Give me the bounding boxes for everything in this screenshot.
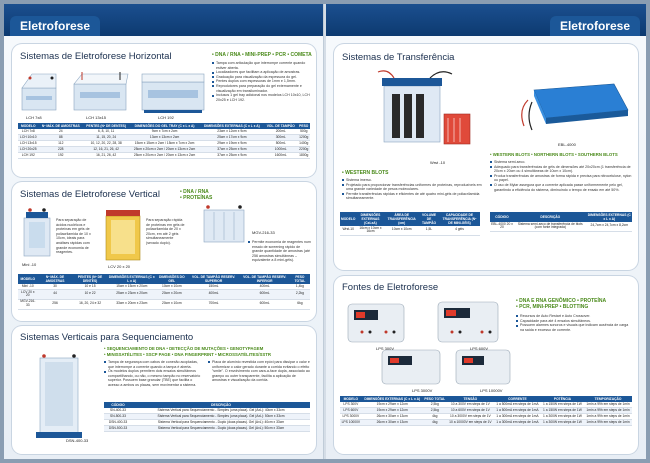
table-row: [18, 152, 310, 158]
ebl-table-body: [490, 222, 632, 231]
table-header-cell: VOLUME DE TAMPÃO: [419, 212, 439, 226]
table-header-cell: DESCRIÇÃO: [514, 212, 587, 222]
table-cell: 9cm x 7cm x 2cm: [129, 129, 199, 134]
table-cell: 30: [38, 284, 73, 289]
table-header-cell: DIMENSÕES EXTERNAS (C x L x A): [587, 213, 631, 221]
sequencing-section-card: [12, 326, 316, 454]
horizontal-bullets: [212, 61, 312, 102]
table-cell: 44: [38, 289, 73, 299]
power-table-body: [340, 402, 632, 425]
table-cell: 1400g: [299, 140, 309, 145]
lps-10000v-unit-icon: [456, 350, 510, 384]
table-cell: 10 e 15: [73, 284, 108, 289]
table-header-row: [490, 212, 632, 222]
transfer-section-card: [334, 44, 638, 270]
table-header-cell: MODELO: [18, 274, 38, 284]
lcv-20x20-description: [146, 218, 186, 246]
mgv-216-33-illustration: [200, 202, 248, 246]
table-cell: LCH 192: [18, 152, 39, 158]
table-cell: 24,7cm x 24,7cm x 8,2cm: [587, 222, 632, 231]
table-header-row: [340, 212, 480, 226]
right-header-bar: [326, 4, 646, 36]
bullet: Projetado para proporcionar transferências uniformes de proteínas, reproduzíveis em uma grande variedade de pesos moleculares.: [342, 183, 482, 192]
table-cell: 12, 16, 21, 26, 42: [83, 146, 129, 152]
table-cell: LCH 20x25: [18, 146, 39, 152]
table-header-cell: PENTES (Nº DE DENTES): [73, 274, 108, 284]
table-header-cell: ÁREA DE TRANSFERÊNCIA (cm): [384, 212, 419, 226]
vertical-bullet-head: • DNA / RNA • PROTEÍNAS: [180, 189, 213, 201]
transfer-bullets-left: [342, 178, 482, 201]
table-cell: 600mL: [240, 289, 290, 299]
table-cell: 29cm x 19cm x 9cm: [200, 140, 264, 146]
product-label: DSN-400-33: [66, 438, 89, 443]
bullet: Recursos de Auto Restart e Auto Crossover.: [516, 314, 632, 319]
product-label: LPS 3000V: [412, 388, 433, 393]
table-header-cell: VOL. DE TAMPÃO RESERV. INFERIOR: [240, 274, 290, 284]
table-cell: 10cm x 10cm: [156, 284, 188, 289]
power-spec-table: [340, 396, 632, 426]
description-text: Para separação de ácidos nucléicos e proteínas em géis de poliacrilamida de 10 x 10cm, ideais para análises rápidas com grande economia de reagentes.: [56, 218, 91, 255]
table-cell: 1000mL: [264, 146, 298, 152]
table-cell: 1 a 150W em steps de 1W: [541, 402, 584, 407]
table-cell: 25cm x 20cm x 2cm / 20cm x 13cm x 2cm: [129, 152, 199, 158]
table-cell: MGV-216-33: [18, 299, 38, 309]
horizontal-products-illustration: [18, 66, 208, 124]
table-cell: 16, 20, 24 e 32: [73, 299, 108, 309]
table-cell: 1min a 99h em steps de 1min: [584, 419, 632, 425]
table-cell: 26cm x 30cm x 13cm: [362, 413, 423, 419]
product-label: LCV 20 x 20: [108, 264, 131, 269]
table-cell: 2,5kg: [423, 402, 447, 407]
table-cell: 6kg: [290, 299, 310, 309]
ebl-spec-table: [490, 212, 632, 232]
power-bullets: [516, 314, 632, 332]
table-cell: 400mL: [240, 284, 290, 289]
power-supply-section-card: [334, 276, 638, 454]
bullet: Possuem alarmes sonoros e visuais que indicam ausência de carga na saída e excesso de corrente.: [516, 323, 632, 332]
horizontal-section-title: Sistemas de Eletroforese Horizontal: [20, 51, 172, 62]
table-cell: 37cm x 25cm x 9cm: [200, 152, 264, 158]
dsn-400-33-illustration: [32, 352, 89, 443]
table-cell: LCH 13x15: [18, 140, 39, 146]
table-cell: 37cm x 25cm x 9cm: [200, 146, 264, 152]
bullet: Tampa com articulação que interrompe corrente quando estiver aberta.: [212, 61, 312, 70]
table-row: [490, 222, 632, 231]
table-cell: 1200g: [299, 134, 309, 139]
table-header-cell: Nº MÁX. DE AMOSTRAS: [38, 274, 73, 284]
vertical-section-card: [12, 182, 316, 321]
table-row: [340, 419, 632, 425]
product-label: LPS 300V: [376, 346, 395, 351]
lch-192-unit-icon: [142, 74, 204, 113]
table-cell: 10cm x 10cm: [384, 226, 419, 235]
table-cell: LCV 20 x 20: [18, 289, 38, 299]
table-cell: 1600mL: [264, 152, 298, 158]
table-cell: Sistema semi-seco de transferência de blots (com fonte integrada): [514, 222, 587, 231]
power-bullet-head: • DNA E RNA GENÔMICO • PROTEÍNA • PCR, MINI-PREP • BLOTTING: [516, 298, 607, 310]
wrst-spec-table: [340, 212, 480, 236]
table-cell: 19cm x 29cm x 12cm: [362, 407, 423, 413]
bullet: O uso de Mylar assegura que a corrente aplicada passe uniformemente pelo gel, garantindo a eficiência do sistema, diminuindo o tempo de ensaio em até 50%.: [490, 183, 632, 192]
table-header-cell: CAPACIDADE DE TRANSFERÊNCIA (Nº DE MINI-GÉIS): [439, 212, 480, 226]
table-cell: 1 a 300W em steps de 1W: [541, 419, 584, 425]
transfer-section-title: Sistemas de Transferência: [342, 52, 455, 63]
bullet: Sistema semi-seco.: [490, 160, 632, 165]
lps-3000v-unit-icon: [382, 350, 440, 384]
table-cell: LPS 300V: [340, 402, 362, 407]
table-cell: 1min a 99h em steps de 1min: [584, 407, 632, 413]
table-cell: 15cm x 15cm x 2cm / 15cm x 7cm x 2cm: [129, 140, 199, 146]
table-cell: 10 a 600V em steps de 1V: [447, 407, 494, 413]
table-cell: 256: [38, 299, 73, 309]
table-cell: 2200g: [299, 146, 309, 151]
product-label: LPS 10000V: [480, 388, 503, 393]
mgv-description: [248, 240, 312, 263]
table-cell: 1,5L: [419, 226, 439, 235]
table-header-cell: VOL. DE TAMPÃO: [264, 123, 298, 129]
table-header-cell: CÓDIGO: [490, 212, 514, 222]
table-cell: Sistema Vertical para Sequenciamento - Simples (uma placa). Gel (AxL): 50cm x 33cm: [132, 413, 310, 419]
table-header-cell: DIMENSÕES DO GEL TRAY (C x L x A): [129, 123, 199, 129]
table-cell: 200mL: [264, 129, 298, 134]
table-cell: Sistema Vertical para Sequenciamento - Duplo (duas placas). Gel (AxL): 40cm x 33cm: [132, 419, 310, 425]
lcv-20x20-illustration: [102, 202, 144, 264]
table-cell: 6, 8, 10, 11: [83, 129, 129, 134]
bullet: Graduação para visualização da espessura do gel.: [212, 75, 312, 80]
table-header-cell: DIMENSÕES DO GEL: [156, 274, 188, 284]
wrst-table-body: [340, 226, 480, 235]
transfer-bullet-head-right: • WESTERN BLOTS • NORTHERN BLOTS • SOUTHERN BLOTS: [490, 152, 618, 157]
table-cell: LPS 3000V: [340, 413, 362, 419]
bullet: Tampa de segurança com cabos de conexão acopladas, que interrompe a corrente quando a tampa é aberta.: [104, 360, 204, 369]
sequencing-section-title: Sistemas Verticais para Sequenciamento: [20, 332, 194, 343]
table-cell: 1min a 99h em steps de 1min: [584, 402, 632, 407]
table-cell: EBL-4000 20 x 20: [491, 221, 513, 230]
table-cell: 16, 21, 26, 42: [83, 152, 129, 158]
product-label: Mini -10: [22, 262, 37, 267]
sequencing-bullets-b: [208, 360, 310, 383]
table-cell: 2,2kg: [290, 289, 310, 299]
table-cell: 13cm x 13cm x 2cm: [129, 134, 199, 140]
bullet: Localizadores que facilitam a aplicação de amostras.: [212, 70, 312, 75]
table-cell: 700mL: [188, 299, 240, 309]
sequencing-code-table: [104, 402, 310, 432]
power-supply-section-title: Fontes de Eletroforese: [342, 282, 439, 293]
table-cell: 1,4kg: [290, 284, 310, 289]
ebl-4000-illustration: [518, 70, 630, 140]
table-cell: 228: [39, 146, 83, 152]
table-cell: 23cm x 12cm x 9cm: [200, 129, 264, 134]
product-label: LPS 600V: [470, 346, 489, 351]
table-cell: 300mL: [264, 134, 298, 140]
table-cell: 88: [39, 134, 83, 140]
lch-13x15-unit-icon: [74, 72, 128, 110]
table-cell: 4 géis: [439, 226, 480, 235]
horizontal-bullet-head: • DNA / RNA • MINI-PREP • PCR • COMETA: [212, 52, 312, 58]
table-header-cell: TENSÃO: [447, 396, 494, 402]
table-row: [18, 289, 310, 299]
sequencing-table-body: [104, 408, 310, 431]
mini-10-illustration: [20, 206, 54, 260]
table-cell: 25cm x 17cm x 9cm: [200, 134, 264, 140]
table-cell: 4kg: [423, 419, 447, 425]
lch-7x8-unit-icon: [22, 74, 56, 110]
horizontal-table-body: [18, 129, 310, 158]
table-header-cell: PESO TOTAL: [424, 397, 446, 401]
table-header-cell: CORRENTE: [494, 396, 541, 402]
bullet: Os modelos duplos permitem dois ensaios simultâneos compartilhando, ou não, o mesmo tampão no reservatório superior. Possuem base granular (TBE) que facilita o acesso a ambos os placas, sem movimentar a sistema.: [104, 369, 204, 387]
table-cell: LCH 10x10: [18, 134, 39, 140]
table-cell: 2,5kg: [423, 407, 447, 413]
table-cell: 1 a 500mA em steps de 1mA: [494, 402, 541, 407]
left-header-tab: Eletroforese: [10, 16, 100, 36]
vertical-section-title: Sistemas de Eletroforese Vertical: [20, 189, 160, 200]
table-cell: DSN-400-33: [104, 419, 132, 425]
table-cell: 33cm x 20cm x 23cm: [108, 299, 156, 309]
product-label: LCH 13x15: [86, 115, 107, 120]
table-cell: 10 e 22: [73, 289, 108, 299]
table-header-row: [18, 274, 310, 284]
bullet: Capacidade para até 4 ensaios simultâneos.: [516, 319, 632, 324]
bullet: Inclusos 1 gel tray adicional nos modelos LCH 10x10, LCH 20x25 e LCH 192.: [212, 93, 312, 102]
table-cell: Wrst-10: [340, 226, 356, 235]
table-header-cell: DIMENSÕES EXTERNAS (C x L x A): [362, 396, 423, 402]
table-cell: 26cm x 30cm x 13cm: [362, 419, 423, 425]
bullet: Reprodutores para preparação do gel externamente e visualização em transiluminador.: [212, 84, 312, 93]
left-page: [4, 4, 324, 459]
table-header-cell: TEMPORIZAÇÃO: [584, 396, 632, 402]
table-header-cell: Nº MÁX. DE AMOSTRAS: [39, 123, 83, 129]
table-cell: DSN-500-33: [104, 425, 132, 431]
table-header-cell: VOL. DE TAMPÃO RESERV. SUPERIOR: [188, 274, 240, 284]
bullet: Produz transferências de amostras de forma rápida e precisa para nitrocelulose, nylon ou papel.: [490, 174, 632, 183]
table-header-cell: DESCRIÇÃO: [132, 402, 310, 408]
table-cell: 4kg: [423, 413, 447, 419]
brochure-spread: [4, 4, 646, 459]
table-cell: LCH 7x8: [18, 129, 39, 134]
bullet: Placa de alumínio revestida com epóxi para dissipar o calor e uniformizar o calor gerado durante a corrida evitando o efeito "smile". O envolvimento com cara-a-face dupla, associado ao grampo ou outer transparente, facilita a aplicação de amostras e visualização da corrida.: [208, 360, 310, 383]
table-cell: 500g: [298, 129, 310, 134]
table-cell: Sistema Vertical para Sequenciamento - Simples (uma placa). Gel (AxL): 40cm x 33cm: [132, 408, 310, 413]
table-cell: 15cm x 15cm x 20cm: [108, 284, 156, 289]
table-cell: 24: [39, 129, 83, 134]
bullet: Pentes duplos com espessuras de 1mm e 1,5mm.: [212, 79, 312, 84]
table-cell: LPS 600V: [340, 407, 362, 413]
table-header-cell: MODELO: [18, 123, 39, 129]
sequencing-bullet-head: • SEQUENCIAMENTO DE DNA • DETECÇÃO DE MUTAÇÕES • GENOTYPAGEM • MINISSATÉLITES • SSCP PAGE • DNA FINGERPRINT • MICROSSATÉLITES/SSTR: [104, 346, 271, 357]
bullet: Permite economia de reagentes num ensaio de screening rápido de grande quantidade de amostras (até 256 amostras simultâneas – equivalente a 8 mini-géis).: [248, 240, 312, 263]
transfer-bullets-right: [490, 160, 632, 192]
table-header-cell: PENTES (Nº DE DENTES): [83, 123, 129, 129]
table-header-cell: POTÊNCIA: [541, 396, 584, 402]
table-cell: SN-400-33: [104, 408, 132, 413]
table-header-cell: MODELO: [340, 396, 362, 402]
table-row: [340, 226, 480, 235]
table-cell: 10 a 300V em steps de 1V: [447, 402, 494, 407]
table-header-cell: PESO: [299, 124, 309, 128]
table-cell: Sistema Vertical para Sequenciamento - Duplo (duas placas). Gel (AxL): 50cm x 33cm: [132, 425, 310, 431]
table-cell: Mini -10: [18, 284, 38, 289]
table-cell: 112: [39, 140, 83, 146]
table-cell: 1 a 300W em steps de 1W: [541, 413, 584, 419]
table-cell: 500mL: [264, 140, 298, 146]
product-label: MGV-216-33: [252, 230, 275, 235]
horizontal-section-card: [12, 44, 316, 177]
table-header-cell: MODELO: [340, 212, 356, 226]
table-cell: 10, 12, 20, 22, 28, 38: [83, 140, 129, 146]
product-label: LCH 192: [158, 115, 174, 120]
table-cell: LPS 10000V: [341, 419, 361, 424]
table-header-cell: CÓDIGO: [104, 402, 132, 408]
table-header-cell: PESO TOTAL: [290, 274, 310, 284]
table-cell: 10 a 10000V em steps de 1V: [447, 419, 494, 425]
lps-600v-unit-icon: [438, 302, 498, 342]
table-cell: 10 a 3000V em steps de 1V: [447, 413, 494, 419]
table-header-cell: DIMENSÕES EXTERNAS (CxLxA): [356, 212, 384, 226]
table-row: [18, 299, 310, 309]
table-cell: 1 a 300mA em steps de 1mA: [494, 419, 541, 425]
power-supplies-illustration: [342, 298, 512, 390]
table-cell: 16cm x 10cm x 16cm: [356, 226, 384, 235]
table-header-cell: DIMENSÕES EXTERNAS (C x L x A): [108, 275, 155, 283]
table-cell: 150mL: [188, 284, 240, 289]
product-label: Wrst -10: [430, 160, 446, 165]
transfer-bullet-head-left: • WESTERN BLOTS: [342, 170, 389, 176]
sequencing-bullets-a: [104, 360, 204, 388]
bullet: Permite transferências rápidas e eficientes de até quatro mini-géis de poliacrilamida simultaneamente.: [342, 192, 482, 201]
mini-10-description: [56, 218, 96, 255]
table-cell: 1min a 99h em steps de 1min: [584, 413, 632, 419]
right-header-tab: Eletroforese: [550, 16, 640, 36]
table-row: [104, 425, 310, 431]
bullet: Sistema imerso.: [342, 178, 482, 183]
table-cell: 20cm x 20cm: [156, 289, 188, 299]
vertical-table-body: [18, 284, 310, 309]
wrst-10-illustration: [374, 66, 474, 158]
table-cell: 600mL: [240, 299, 290, 309]
lps-300v-unit-icon: [348, 304, 404, 342]
table-cell: 1 a 300mA em steps de 1mA: [494, 413, 541, 419]
table-cell: SN-500-33: [104, 413, 132, 419]
right-page: [326, 4, 646, 459]
vertical-spec-table: [18, 274, 310, 310]
table-cell: 1 a 150W em steps de 1W: [541, 407, 584, 413]
table-cell: 400mL: [188, 289, 240, 299]
table-cell: 20cm x 10cm: [156, 299, 188, 309]
table-cell: 19cm x 29cm x 12cm: [362, 402, 423, 407]
left-header-bar: [4, 4, 324, 36]
table-header-cell: DIMENSÕES EXTERNAS (C x L x A): [200, 123, 264, 129]
description-text: Para separação rápida de proteínas em géis de poliacrilamida de 20 x 20cm, em até 2 géis simultaneamente (sexado duplo).: [146, 218, 185, 245]
table-cell: 25cm x 20cm x 2cm / 20cm x 13cm x 2cm: [129, 146, 199, 152]
horizontal-spec-table: [18, 123, 310, 159]
product-label: LCH 7x8: [26, 115, 42, 120]
table-cell: 11, 15, 20, 24: [83, 134, 129, 140]
table-cell: 192: [39, 152, 83, 158]
bullet: Adequado para transferências de géis de dimensões até 20x20cm (1 transferência de 20cm x 20cm ou 4 simultâneas de 10cm x 10cm).: [490, 165, 632, 174]
table-cell: 25cm x 23cm x 20cm: [108, 289, 156, 299]
product-label: EBL-4000: [558, 142, 576, 147]
table-cell: 1800g: [299, 152, 309, 157]
table-cell: 1 a 500mA em steps de 1mA: [494, 407, 541, 413]
